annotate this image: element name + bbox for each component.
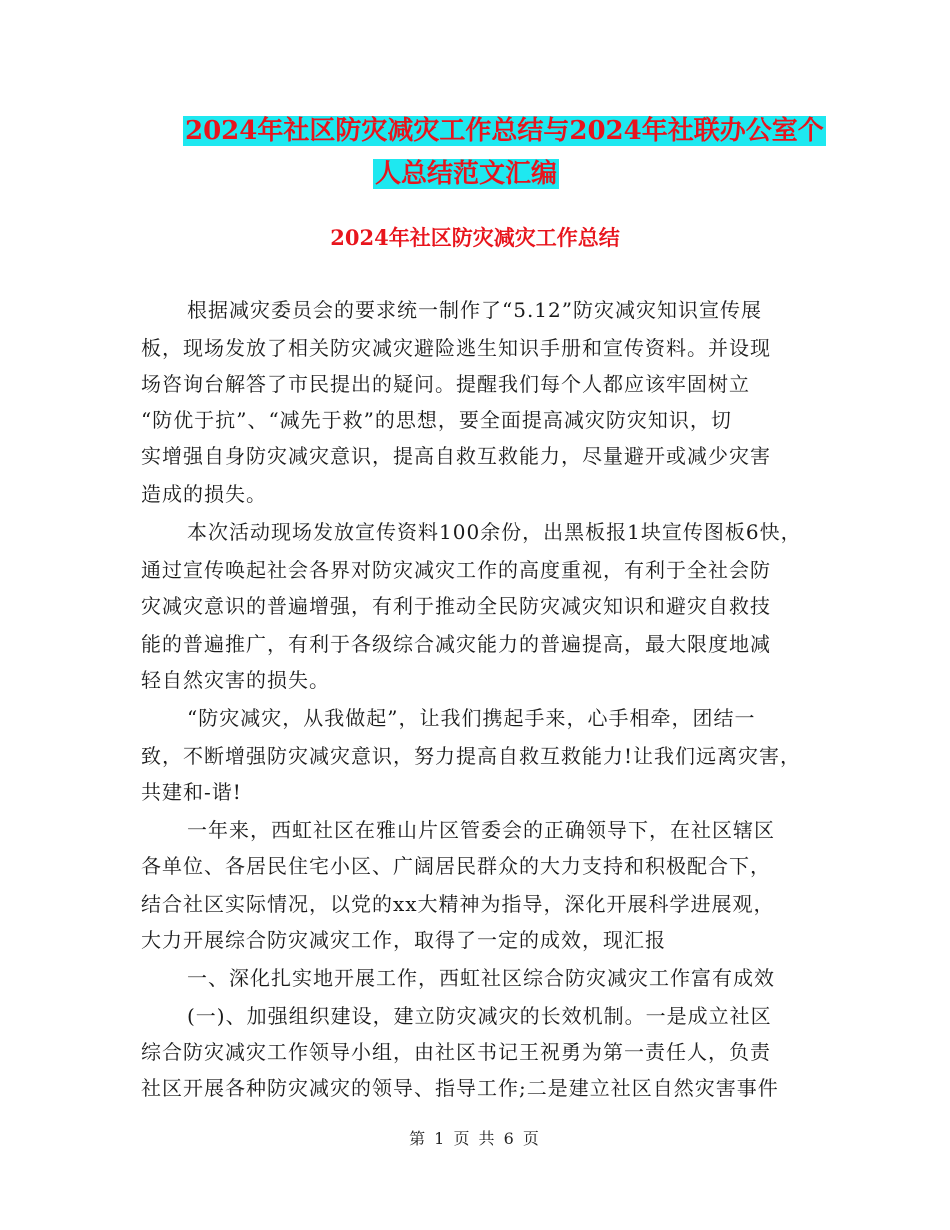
body-line: 致，不断增强防灾减灾意识，努力提高自救互救能力!让我们远离灾害， bbox=[141, 744, 802, 768]
body-line: 本次活动现场发放宣传资料100余份，出黑板报1块宣传图板6快， bbox=[187, 520, 802, 544]
body-line: 通过宣传唤起社会各界对防灾减灾工作的高度重视，有利于全社会防 bbox=[141, 558, 771, 582]
page-number-footer: 第 1 页 共 6 页 bbox=[409, 1129, 541, 1148]
body-line: (一)、加强组织建设，建立防灾减灾的长效机制。一是成立社区 bbox=[187, 1004, 772, 1028]
document-title-line-2: 人总结范文汇编 bbox=[375, 159, 558, 189]
body-line: 根据减灾委员会的要求统一制作了“5.12”防灾减灾知识宣传展 bbox=[187, 298, 762, 322]
body-line: 结合社区实际情况，以党的xx大精神为指导，深化开展科学进展观， bbox=[141, 892, 775, 916]
body-line: 能的普遍推广，有利于各级综合减灾能力的普遍提高，最大限度地减 bbox=[141, 632, 771, 656]
body-line: “防灾减灾，从我做起”，让我们携起手来，心手相牵，团结一 bbox=[187, 706, 756, 730]
body-line: 一、深化扎实地开展工作，西虹社区综合防灾减灾工作富有成效 bbox=[187, 966, 775, 990]
body-line: 灾减灾意识的普遍增强，有利于推动全民防灾减灾知识和避灾自救技 bbox=[141, 594, 771, 618]
body-line: 各单位、各居民住宅小区、广阔居民群众的大力支持和积极配合下， bbox=[141, 854, 771, 878]
section-title: 2024年社区防灾减灾工作总结 bbox=[330, 225, 620, 250]
document-title-line-1: 2024年社区防灾减灾工作总结与2024年社联办公室个 bbox=[185, 116, 824, 146]
body-line: 共建和-谐! bbox=[141, 780, 242, 804]
body-line: 轻自然灾害的损失。 bbox=[141, 668, 330, 692]
body-line: 板，现场发放了相关防灾减灾避险逃生知识手册和宣传资料。并设现 bbox=[141, 336, 771, 360]
body-line: 场咨询台解答了市民提出的疑问。提醒我们每个人都应该牢固树立 bbox=[141, 372, 750, 396]
body-line: “防优于抗”、“减先于救”的思想，要全面提高减灾防灾知识，切 bbox=[141, 408, 732, 432]
body-line: 造成的损失。 bbox=[141, 482, 267, 506]
body-line: 实增强自身防灾减灾意识，提高自救互救能力，尽量避开或减少灾害 bbox=[141, 444, 771, 468]
body-line: 大力开展综合防灾减灾工作，取得了一定的成效，现汇报 bbox=[141, 928, 666, 952]
body-line: 综合防灾减灾工作领导小组，由社区书记王祝勇为第一责任人，负责 bbox=[141, 1040, 771, 1064]
body-line: 一年来，西虹社区在雅山片区管委会的正确领导下，在社区辖区 bbox=[187, 818, 775, 842]
body-line: 社区开展各种防灾减灾的领导、指导工作;二是建立社区自然灾害事件 bbox=[141, 1076, 779, 1100]
